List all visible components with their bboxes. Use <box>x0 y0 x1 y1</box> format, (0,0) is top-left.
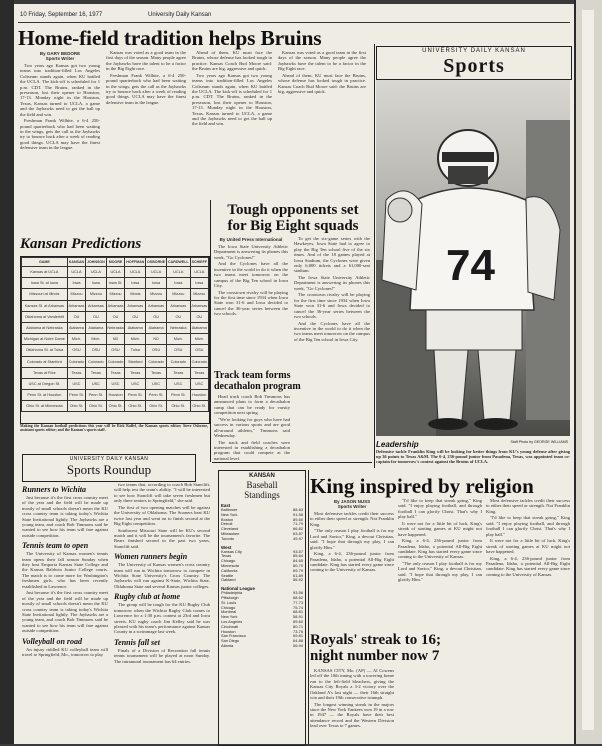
standings-record: 61-89 <box>293 572 303 578</box>
standings-record: 89-60 <box>293 516 303 522</box>
story-paragraph: And the Cyclones have all the incentive in the world to do it when the two teams meet tomorrow on the campus of the Big Ten school in Iowa City. <box>214 261 288 289</box>
predictions-game-cell: Penn St. at Houston <box>22 390 68 401</box>
standings-team: Toronto <box>221 535 234 541</box>
standings-record: 49-97 <box>293 535 303 541</box>
story-paragraph: Kansas was voted as a good team in the first days of the season. Many people agree the Jayhawks have the talent to be a factor in the Big Eight race. <box>106 50 186 72</box>
roundup-col-2 <box>114 482 210 742</box>
predictions-pick-cell: OU <box>190 311 208 322</box>
standings-record: 66-82 <box>293 526 303 532</box>
folio-date: 10 Friday, September 16, 1977 <box>20 12 103 18</box>
standings-team: Cincinnati <box>221 623 239 629</box>
predictions-pick-cell: Arkansas <box>106 300 125 311</box>
roundup-paragraph: two teams that, according to coach Bob Stanclift, will help test the team's ability. "I will be interested to see how Stanclift will take seven freshmen but only three seniors to Springfield," she said. <box>114 482 210 504</box>
predictions-pick-cell: Iowa <box>146 278 167 289</box>
predictions-pick-cell: Penn St. <box>167 390 191 401</box>
story-paragraph: And the Cyclones have all the incentive in the world to do it when the two teams meet tomorrow on the campus of the Big Ten school in Iowa City. <box>294 320 370 342</box>
standings-team: Montreal <box>221 609 237 615</box>
sports-masthead-paper: UNIVERSITY DAILY KANSAN <box>422 48 526 54</box>
predictions-row <box>22 289 209 300</box>
story-royals <box>310 668 394 744</box>
predictions-pick-cell: Colorado <box>146 356 167 367</box>
predictions-pick-cell: Colorado <box>86 356 106 367</box>
standings-team: Seattle <box>221 572 234 578</box>
standings-row <box>219 537 305 542</box>
predictions-pick-cell: Texas <box>86 367 106 378</box>
standings-record: 69-81 <box>293 633 303 639</box>
roundup-head-women-runners: Women runners begin <box>114 552 188 562</box>
predictions-pick-cell: OU <box>146 311 167 322</box>
predictions-pick-cell: Iowa <box>167 278 191 289</box>
standings-team: Texas <box>221 553 232 559</box>
story-home-field-col-4 <box>278 50 366 200</box>
predictions-pick-cell: Mich. <box>67 334 85 345</box>
standings-team: Boston <box>221 516 234 522</box>
predictions-pick-cell: Colorado <box>106 356 125 367</box>
predictions-game-cell: Oklahoma St. at Tulsa <box>22 345 68 356</box>
predictions-row <box>22 300 209 311</box>
roundup-col-1 <box>22 482 108 742</box>
predictions-col-header: SCHIEFF <box>190 258 208 267</box>
story-home-field-col-2 <box>106 50 186 232</box>
predictions-pick-cell: UCLA <box>106 267 125 278</box>
predictions-col-header: JOHNSON <box>86 258 106 267</box>
predictions-pick-cell: Mizzou <box>106 289 125 300</box>
roundup-masthead-paper: UNIVERSITY DAILY KANSAN <box>69 456 149 462</box>
headline-royals: Royals' streak to 16; night number now 7 <box>310 632 441 664</box>
story-king-col-2 <box>398 498 482 744</box>
story-paragraph: King, a 6-4, 236-pound junior from Pasadena, Idaho, a potential All-Big Eight candidate. King has started every game since coming to the University of Kansas. <box>486 555 570 577</box>
newspaper-page <box>14 4 574 744</box>
predictions-game-cell: Kansas St. at Arkansas <box>22 300 68 311</box>
predictions-pick-cell: Mich. <box>125 334 146 345</box>
standings-record: 89-60 <box>293 618 303 624</box>
predictions-pick-cell: USC <box>190 378 208 389</box>
predictions-pick-cell: Colorado <box>167 356 191 367</box>
predictions-pick-cell: Arkansas <box>125 300 146 311</box>
story-paragraph: KANSAS CITY, Mo. (AP) — Al Cowens led off the 10th inning with a towering home run to the left-field bleachers, giving the Kansas City Royals a 3-2 victory over the Oakland A's last night — their 16th straight win and their 19th consecutive triumph. <box>310 668 394 701</box>
predictions-pick-cell: Iowa <box>67 278 85 289</box>
column-rule <box>308 470 309 744</box>
predictions-game-cell: Ohio St. at Minnesota <box>22 401 68 412</box>
story-home-field-col-1 <box>20 50 100 232</box>
predictions-pick-cell: Alabama <box>125 322 146 333</box>
baseball-standings-box <box>218 470 306 746</box>
story-tough-col-1 <box>214 236 288 368</box>
predictions-game-cell: Kansas at UCLA <box>22 267 68 278</box>
predictions-pick-cell: Ohio St. <box>86 401 106 412</box>
predictions-pick-cell: Colorado <box>190 356 208 367</box>
photo-franklin-king <box>376 80 570 436</box>
headline-king: King inspired by religion <box>310 474 534 498</box>
predictions-pick-cell: USC <box>146 378 167 389</box>
predictions-col-header: OSBORNE <box>146 258 167 267</box>
predictions-row <box>22 278 209 289</box>
predictions-game-cell: Oklahoma at Vanderbilt <box>22 311 68 322</box>
standings-record: 75-74 <box>293 604 303 610</box>
standings-team: California <box>221 567 238 573</box>
story-paragraph: The track and field coaches were interested in establishing a decathalon program that could compete at the national level. <box>214 439 290 461</box>
predictions-pick-cell: Arkansas <box>190 300 208 311</box>
story-paragraph: Kansas was voted as a good team in the first days of the season. Many people agree the Jayhawks have the talent to be a factor in the Big Eight race. <box>278 50 366 72</box>
standings-record: 69-79 <box>293 567 303 573</box>
standings-record: 63-87 <box>293 530 303 536</box>
story-paragraph: The crosstown rivalry will be playing for the first time since 1934 when Iowa State won 31-6 and Iowa decided to cancel the 36-year series between the two schools. <box>294 292 370 320</box>
predictions-pick-cell: Penn St. <box>86 390 106 401</box>
predictions-game-cell: Texas at Rice <box>22 367 68 378</box>
column-rule <box>374 44 375 468</box>
standings-team: Houston <box>221 628 236 634</box>
roundup-text-tennis-fall: Finals of a Division of Recreation fall tennis tennis tournament will be played at noon Sunday. The intramural tournament has 64 entries. <box>114 647 210 664</box>
standings-team: Chicago <box>221 604 236 610</box>
predictions-game-cell: Alabama at Nebraska <box>22 322 68 333</box>
story-paragraph: The longest winning streak in the majors since the New York Yankees won 19 in a row in 1947 — the Royals have their best attendance record and the Western Division lead over Texas to 7 games. <box>310 701 394 729</box>
folio-paper-name: University Daily Kansan <box>148 12 212 18</box>
predictions-game-cell: USC at Oregon St. <box>22 378 68 389</box>
story-paragraph: Head track coach Bob Timmons has announced plans to form a decathalon camp that can be ready for varsity competition next spring. <box>214 394 290 416</box>
predictions-pick-cell: Texas <box>167 367 191 378</box>
predictions-game-cell: Colorado at Stanford <box>22 356 68 367</box>
predictions-pick-cell: Ohio St. <box>190 401 208 412</box>
predictions-pick-cell: Alabama <box>67 322 85 333</box>
predictions-pick-cell: Iowa <box>190 278 208 289</box>
story-paragraph: Freshman Frank Wilhite, a 6-4 250-pound quarterback who had been waiting in the wings, gets the call as the Jayhawks try to bounce back after a week of reading good things. UCLA may have the finest defensive team in the league. <box>20 118 100 151</box>
standings-row <box>219 578 305 583</box>
story-paragraph: The Iowa State University Athletic Department is answering its phones this week, "Go Cyclones!" <box>214 244 288 260</box>
story-paragraph: King, a 6-4, 236-pound junior from Pasadena, Idaho, a potential All-Big Eight candidate. King has started every game since coming to the University of Kansas. <box>310 551 394 573</box>
predictions-pick-cell: Alabama <box>86 322 106 333</box>
roundup-text-runners: Just because it's the first cross country meet of the year and the field will be made up mostly of small schools doesn't mean the KU cross country team is taking today's Wichita State Invitational lightly. The Jayhawks are a young team, and coach Bob Timmons said he wanted to see how his team will fare against outside competition. <box>22 495 108 538</box>
story-king-col-3 <box>486 498 570 744</box>
story-paragraph: To get the six-game series with the Hawkeyes, Iowa State had to agree to play the Big Ten school five of the six times. And of the 18 games played at Iowa Stadium, the Cyclones were given only 6,000 tickets and a 61,000-seat stadium. <box>294 236 370 274</box>
story-paragraph: "The only reason I play football is for my Lord and Savior," King, a devout Christian, said. "I hope that through my play, I can glorify Him." <box>310 528 394 550</box>
standings-east-label: East <box>221 503 231 508</box>
story-paragraph: Most defensive tackles credit their success to either their speed or strength. Not Franklin King. <box>486 498 570 514</box>
predictions-pick-cell: USC <box>167 378 191 389</box>
predictions-pick-cell: Mizzou <box>67 289 85 300</box>
standings-team: Philadelphia <box>221 590 243 596</box>
predictions-pick-cell: Penn St. <box>146 390 167 401</box>
scan-right-edge <box>574 0 602 744</box>
story-paragraph: It were not for a little bit of luck, King's streak of starting games at KU might not have happened. <box>398 520 482 537</box>
predictions-pick-cell: UCLA <box>190 267 208 278</box>
predictions-pick-cell: OSU <box>86 345 106 356</box>
standings-team: New York <box>221 511 238 517</box>
predictions-pick-cell: USC <box>67 378 85 389</box>
standings-record: 71-79 <box>293 521 303 527</box>
standings-record: 56-92 <box>293 577 303 583</box>
predictions-table <box>21 257 209 412</box>
predictions-pick-cell: Arkansas <box>146 300 167 311</box>
predictions-pick-cell: Mizzou <box>146 289 167 300</box>
predictions-pick-cell: Iowa <box>125 278 146 289</box>
standings-team: Atlanta <box>221 642 234 648</box>
predictions-pick-cell: OSU <box>67 345 85 356</box>
predictions-row <box>22 356 209 367</box>
predictions-pick-cell: Penn St. <box>67 390 85 401</box>
standings-record: 93-56 <box>293 590 303 596</box>
predictions-pick-cell: Mizzou <box>86 289 106 300</box>
predictions-pick-cell: OSU <box>190 345 208 356</box>
predictions-pick-cell: UCLA <box>146 267 167 278</box>
predictions-pick-cell: USC <box>106 378 125 389</box>
story-paragraph: King, a 6-4, 236-pound junior from Pasadena, Idaho, a potential All-Big Eight candidate. King has started every game since coming to the University of Kansas. <box>398 538 482 560</box>
photo-caption-text: Defensive tackle Franklin King will be looking for better things from KU's young defense after giving up 36 points to Texas A&M. The 6-4, 236-pound junior from Pasadena, Texas, was appointed team co-captain for tomorrow's contest against the Bruins of UCLA. <box>376 449 570 464</box>
predictions-pick-cell: Alabama <box>146 322 167 333</box>
column-rule <box>210 200 211 462</box>
standings-nl-label: National League <box>221 586 255 592</box>
sports-roundup-masthead <box>22 454 196 482</box>
predictions-pick-cell: OU <box>86 311 106 322</box>
predictions-col-header: HOFFMAN <box>125 258 146 267</box>
photo-credit: Staff Photo by GEORGE WILLIAMS <box>510 440 568 444</box>
predictions-row <box>22 322 209 333</box>
roundup-head-rugby: Rugby club at home <box>114 592 181 602</box>
roundup-masthead-word: Sports Roundup <box>66 462 152 477</box>
jersey-number: 74 <box>446 241 495 290</box>
roundup-paragraph: The first of two opening matches will be against the University of Oklahoma. The Sooners beat KU twice last year and went on to finish second at the Big Eight competition. <box>114 504 210 527</box>
story-paragraph: "I'd like to keep that streak going," King said. "I enjoy playing football, and through football I can glorify Christ. That's why I play ball." <box>486 515 570 537</box>
standings-record: 77-73 <box>293 599 303 605</box>
standings-team: Milwaukee <box>221 530 240 536</box>
predictions-pick-cell: USC <box>86 378 106 389</box>
story-tough-col-2 <box>294 236 370 458</box>
standings-team: Cleveland <box>221 526 239 532</box>
predictions-pick-cell: Mizzou <box>167 289 191 300</box>
predictions-pick-cell: Ohio St. <box>125 401 146 412</box>
standings-title: Baseball Standings <box>244 480 280 500</box>
story-paragraph: Most defensive tackles credit their success to either their speed or strength. Not Franklin King. <box>310 511 394 527</box>
standings-team: St. Louis <box>221 599 237 605</box>
sports-masthead <box>376 46 572 80</box>
standings-west-label: West <box>221 544 232 550</box>
roundup-paragraph: Southwest Missouri State will be KU's second match and it will be the tournament's favorite. The Bears finished second in the past two years, Stanclift said. <box>114 527 210 549</box>
standings-record: 85-64 <box>293 553 303 559</box>
predictions-pick-cell: ND <box>146 334 167 345</box>
predictions-col-header: KANSAN <box>67 258 85 267</box>
predictions-pick-cell: Texas <box>106 367 125 378</box>
headline-track-team: Track team forms decathalon program <box>214 370 301 392</box>
standings-record: 80-70 <box>293 562 303 568</box>
predictions-pick-cell: USC <box>125 378 146 389</box>
predictions-game-cell: Missouri at Illinois <box>22 289 68 300</box>
predictions-pick-cell: UCLA <box>86 267 106 278</box>
byline-home-field: By GARY BEDORE Sports Writer <box>39 51 81 61</box>
photo-caption-title: Leadership <box>376 440 419 449</box>
predictions-pick-cell: Tulsa <box>125 345 146 356</box>
predictions-row <box>22 311 209 322</box>
headline-home-field: Home-field tradition helps Bruins <box>18 26 322 50</box>
predictions-footnote: Making the Kansan football predictions this year will be Rick Raffel, the Kansan sports editor; Steve Osborne, assistant sports editor; and the Kansan's sports staff. <box>20 424 208 433</box>
story-paragraph: The crosstown rivalry will be playing for the first time since 1934 when Iowa State won 31-6 and Iowa decided to cancel the 36-year series between the two schools. <box>214 289 288 317</box>
story-paragraph: Freshman Frank Wilhite, a 6-4 250-pound quarterback who had been waiting in the wings, gets the call as the Jayhawks try to bounce back after a week of reading good things. UCLA may have the finest defensive team in the league. <box>106 72 186 105</box>
sports-masthead-word: Sports <box>443 55 505 77</box>
predictions-col-header: MOORE <box>106 258 125 267</box>
standings-record: 88-63 <box>293 507 303 512</box>
predictions-pick-cell: Houston <box>106 390 125 401</box>
page-folio <box>18 10 570 23</box>
standings-record: 80-71 <box>293 623 303 629</box>
headline-tough-opponents: Tough opponents set for Big Eight squads <box>227 202 359 234</box>
predictions-pick-cell: OU <box>125 311 146 322</box>
standings-team: Minnesota <box>221 562 239 568</box>
roundup-text-tennis-cont: Just because it's the first cross country meet of the year and the field will be made up mostly of small schools doesn't mean the KU cross country team is taking today's Wichita State Invitational lightly. The Jayhawks are a young team, and coach Bob Timmons said he wanted to see how his team will fare against outside competition. <box>22 590 108 634</box>
predictions-pick-cell: Mich. <box>190 334 208 345</box>
standings-record: 58-91 <box>293 614 303 620</box>
roundup-head-tennis-fall: Tennis fall set <box>114 637 160 647</box>
predictions-pick-cell: Texas <box>146 367 167 378</box>
scan-left-edge <box>0 0 14 744</box>
football-player-photo <box>376 80 570 436</box>
predictions-row <box>22 334 209 345</box>
predictions-pick-cell: OSU <box>146 345 167 356</box>
section-rule <box>212 462 372 463</box>
story-paragraph: Two years ago Kansas got two young teams into tradition-filled Los Angeles Coliseum stands again, when KU battled the UCLA. The kick-off is scheduled for 1 p.m. CDT. The Bruins, ranked in the preseason, lost their opener to Houston, 17-13. Monday night in the Houston, Texas, Kansas turned to UCLA, a game and the Jayhawks need to get the ball up the field and win. <box>192 72 272 127</box>
roundup-head-tennis: Tennis team to open <box>22 541 89 551</box>
predictions-pick-cell: Texas <box>67 367 85 378</box>
story-paragraph: It were not for a little bit of luck, King's streak of starting games at KU might not have happened. <box>486 538 570 555</box>
predictions-pick-cell: OU <box>106 311 125 322</box>
predictions-pick-cell: Mizzou <box>190 289 208 300</box>
photo-caption <box>376 440 570 464</box>
standings-record: 73-76 <box>293 628 303 634</box>
standings-team: Kansas City <box>221 548 242 554</box>
roundup-text-rugby: The group will be tough for the KU Rugby Club tomorrow when the Wichita Rugby Club comes to Lawrence for a 1:30 p.m. contest at 23rd and Iowa streets. KU rugby coach Jim Kelley said he was pleased with his team's performance against Kansas County in a scrimmage last week. <box>114 602 210 635</box>
predictions-row <box>22 267 209 278</box>
roundup-text-volleyball: An injury riddled KU volleyball team will travel to Springfield, Mo., tomorrow to play <box>22 646 108 657</box>
standings-record: 56-94 <box>293 642 303 648</box>
standings-team: Oakland <box>221 577 236 583</box>
standings-record: 64-88 <box>293 638 303 644</box>
predictions-pick-cell: Iowa St. <box>106 278 125 289</box>
predictions-pick-cell: Ohio St. <box>67 401 85 412</box>
predictions-pick-cell: Arkansas <box>86 300 106 311</box>
predictions-pick-cell: Arkansas <box>67 300 85 311</box>
predictions-pick-cell: Colorado <box>67 356 85 367</box>
predictions-row <box>22 345 209 356</box>
predictions-pick-cell: Mich. <box>167 334 191 345</box>
standings-row <box>219 644 305 649</box>
predictions-pick-cell: OU <box>67 311 85 322</box>
standings-record: 68-81 <box>293 609 303 615</box>
predictions-pick-cell: UCLA <box>67 267 85 278</box>
predictions-pick-cell: UCLA <box>167 267 191 278</box>
predictions-row <box>22 390 209 401</box>
story-king-col-1 <box>310 498 394 628</box>
predictions-row <box>22 401 209 412</box>
story-paragraph: "I'd like to keep that streak going," King said. "I enjoy playing football, and through football I can glorify Christ. That's why I play ball." <box>398 498 482 520</box>
byline-tough: By United Press International <box>219 237 283 242</box>
story-paragraph: Two years ago Kansas got two young teams into tradition-filled Los Angeles Coliseum stands again, when KU battled the UCLA. The kick-off is scheduled for 1 p.m. CDT. The Bruins, ranked in the preseason, lost their opener to Houston, 17-13. Monday night in the Houston, Texas, Kansas turned to UCLA, a game and the Jayhawks need to get the ball up the field and win. <box>20 63 100 117</box>
predictions-pick-cell: Arkansas <box>167 300 191 311</box>
predictions-pick-cell: Texas <box>125 367 146 378</box>
standings-top-label: KANSAN <box>249 473 275 479</box>
standings-team: San Francisco <box>221 633 246 639</box>
predictions-row <box>22 378 209 389</box>
standings-team: Detroit <box>221 521 233 527</box>
predictions-game-cell: Iowa St. at Iowa <box>22 278 68 289</box>
roundup-head-volleyball: Volleyball on road <box>22 636 83 646</box>
predictions-pick-cell: Houston <box>190 390 208 401</box>
predictions-game-cell: Michigan at Notre Dame <box>22 334 68 345</box>
predictions-row <box>22 367 209 378</box>
predictions-pick-cell: Alabama <box>190 322 208 333</box>
story-paragraph: "The only reason I play football is for my Lord and Savior," King, a devout Christian, said. "I hope that through my play, I can glorify Him." <box>398 561 482 583</box>
predictions-pick-cell: Ohio St. <box>106 401 125 412</box>
predictions-title: Kansan Predictions <box>20 236 142 252</box>
standings-team: Chicago <box>221 558 236 564</box>
standings-team: New York <box>221 614 238 620</box>
predictions-pick-cell: ND <box>106 334 125 345</box>
predictions-pick-cell: Nebraska <box>167 322 191 333</box>
predictions-pick-cell: Ohio St. <box>146 401 167 412</box>
story-paragraph: "We're looking for guys who have had success in various sports and are good all-around athletes," Timmons said Wednesday. <box>214 416 290 439</box>
predictions-pick-cell: Penn St. <box>125 390 146 401</box>
predictions-pick-cell: Mich. <box>86 334 106 345</box>
predictions-pick-cell: OSU <box>167 345 191 356</box>
predictions-pick-cell: Ohio St. <box>167 401 191 412</box>
standings-record: 91-58 <box>293 511 303 517</box>
predictions-pick-cell: Texas <box>190 367 208 378</box>
predictions-pick-cell: UCLA <box>125 267 146 278</box>
story-track <box>214 394 290 461</box>
predictions-pick-cell: OSU <box>106 345 125 356</box>
standings-team: Los Angeles <box>221 618 243 624</box>
predictions-pick-cell: Iowa <box>86 278 106 289</box>
predictions-col-header: GAME <box>22 258 68 267</box>
predictions-pick-cell: Stanford <box>125 356 146 367</box>
story-paragraph: Ahead of them, KU must face the Bruins, whose defense has looked tough in practice. Kansas Coach Bud Moore said: the Bruins are big, aggressive and quick. <box>278 72 366 95</box>
standings-team: Pittsburgh <box>221 594 239 600</box>
roundup-text-tennis: The University of Kansas women's tennis team opens their fall season Sunday when they host Emporia Kansas State College and the Kansas Baldwin Junior College courts. The match is to come more for Washington's freshmen girls, who has been recently established in Lawrence. <box>22 551 108 589</box>
predictions-col-header: CARDWELL <box>167 258 191 267</box>
predictions-table-box <box>20 256 210 424</box>
predictions-pick-cell: Illinois <box>125 289 146 300</box>
byline-king: By JASON NUSS Sports Writer <box>333 499 371 509</box>
roundup-head-runners: Runners to Wichita <box>22 485 87 494</box>
standings-record: 84-65 <box>293 558 303 564</box>
standings-team: Baltimore <box>221 507 238 512</box>
standings-record: 93-57 <box>293 548 303 554</box>
predictions-pick-cell: Nebraska <box>106 322 125 333</box>
predictions-pick-cell: OU <box>167 311 191 322</box>
roundup-text-women-runners: The University of Kansas women's cross country team will run in Wichita tomorrow to compete in Wichita State University's Cross Country. The Jayhawks will run against K-State, Wichita State, Oklahoma State and several Kansas junior colleges. <box>114 562 210 589</box>
standings-record: 88-62 <box>293 594 303 600</box>
standings-team: San Diego <box>221 638 240 644</box>
story-paragraph: The Iowa State University Athletic Department is answering its phones this week, "Go Cyclones!" <box>294 275 370 291</box>
story-paragraph: Ahead of them, KU must face the Bruins, whose defense has looked tough in practice. Kansas Coach Bud Moore said: the Bruins are big, aggressive and quick. <box>192 50 272 72</box>
